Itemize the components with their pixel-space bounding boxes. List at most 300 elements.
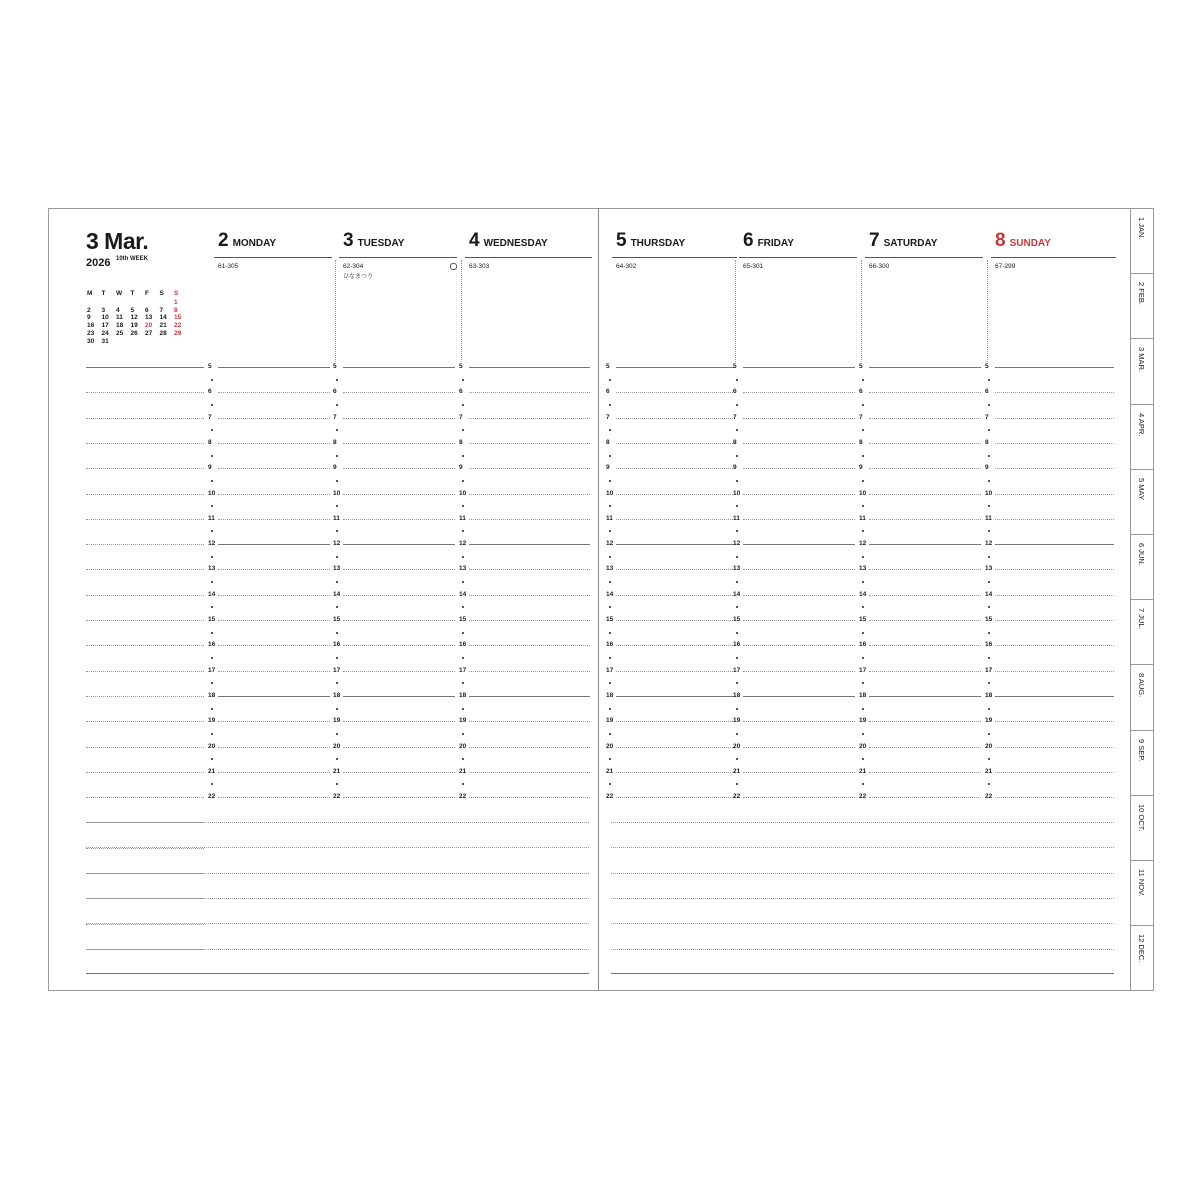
hour-label: 15 (208, 616, 216, 623)
half-hour-dot (211, 379, 213, 381)
hour-label: 17 (985, 666, 993, 674)
hour-dotted-line (743, 671, 855, 672)
year-label: 2026 (86, 257, 111, 269)
hour-dotted-line (995, 645, 1114, 646)
mini-cal-day: 8 (174, 306, 178, 314)
header-underline (465, 257, 592, 258)
hour-label: 5 (859, 363, 863, 370)
half-hour-dot (988, 556, 990, 558)
day-name: SATURDAY (883, 238, 938, 249)
hour-dotted-line (469, 443, 590, 444)
hour-label: 16 (333, 641, 341, 649)
mini-cal-weekday: T (130, 290, 135, 297)
hour-label: 13 (333, 565, 341, 573)
mini-cal-day: 7 (159, 306, 164, 314)
hour-label: 7 (985, 413, 989, 421)
notes-dotted-line (611, 949, 1114, 950)
notes-dotted-line (86, 392, 204, 393)
hour-dotted-line (743, 494, 855, 495)
hour-dotted-line (469, 797, 590, 798)
hour-dotted-line (343, 595, 455, 596)
day-header (995, 230, 1051, 252)
hour-label: 14 (859, 590, 867, 598)
hour-label: 22 (985, 793, 993, 801)
hour-line (616, 367, 735, 368)
page-spine (598, 208, 599, 991)
notes-dotted-line (86, 923, 589, 924)
half-hour-dot (609, 632, 611, 634)
mini-cal-weekday: S (159, 290, 164, 297)
hour-label: 16 (459, 641, 467, 649)
notes-dotted-line (86, 873, 589, 874)
half-hour-dot (736, 632, 738, 634)
hour-dotted-line (995, 620, 1114, 621)
notes-dotted-line (86, 645, 204, 646)
day-code: 62-304 (343, 263, 364, 270)
hour-dotted-line (218, 620, 330, 621)
mini-cal-day: 17 (101, 322, 109, 330)
hour-label: 21 (985, 767, 993, 775)
hour-label: 21 (733, 767, 741, 775)
half-hour-dot (988, 733, 990, 735)
month-tab[interactable] (1130, 860, 1154, 925)
half-hour-dot (862, 455, 864, 457)
hour-dotted-line (616, 747, 735, 748)
month-tab-label: 3 MAR. (1137, 347, 1146, 373)
month-tab-label: 5 MAY (1137, 477, 1146, 500)
hour-dotted-line (616, 418, 735, 419)
mini-cal-day: 24 (101, 330, 109, 337)
mini-cal-day: 4 (116, 306, 120, 314)
month-tab[interactable] (1130, 925, 1154, 990)
hour-label: 19 (459, 717, 467, 725)
hour-dotted-line (743, 468, 855, 469)
half-hour-dot (336, 556, 338, 558)
hour-label: 20 (333, 742, 341, 750)
hour-label: 13 (208, 565, 216, 573)
hour-label: 20 (733, 742, 741, 750)
hour-dotted-line (469, 468, 590, 469)
hour-dotted-line (343, 418, 455, 419)
half-hour-dot (609, 480, 611, 482)
hour-line (995, 696, 1114, 697)
hour-dotted-line (343, 519, 455, 520)
hour-dotted-line (869, 595, 981, 596)
hour-dotted-line (218, 443, 330, 444)
hour-label: 12 (459, 540, 467, 548)
bottom-rule (611, 973, 1114, 974)
hour-label: 17 (733, 666, 741, 674)
hour-dotted-line (469, 494, 590, 495)
hour-label: 16 (985, 641, 993, 649)
notes-dotted-line (86, 620, 204, 621)
hour-label: 16 (208, 641, 216, 649)
hour-label: 12 (606, 540, 614, 548)
hour-line (869, 696, 981, 697)
mini-cal-day: 6 (145, 306, 149, 314)
hour-dotted-line (743, 747, 855, 748)
notes-line (86, 367, 204, 368)
hour-label: 9 (733, 464, 737, 472)
month-tab[interactable] (1130, 599, 1154, 664)
header-underline (339, 257, 457, 258)
notes-dotted-line (86, 847, 589, 848)
month-tab[interactable] (1130, 469, 1154, 534)
hour-line (218, 696, 330, 697)
hour-label: 20 (859, 742, 867, 750)
month-tab[interactable] (1130, 208, 1154, 273)
hour-label: 11 (733, 514, 740, 522)
half-hour-dot (336, 455, 338, 457)
hour-label: 17 (333, 666, 341, 674)
hour-label: 5 (333, 363, 337, 370)
hour-dotted-line (343, 671, 455, 672)
hour-dotted-line (995, 772, 1114, 773)
half-hour-dot (462, 404, 464, 406)
hour-dotted-line (743, 721, 855, 722)
column-divider (735, 260, 736, 362)
half-hour-dot (862, 657, 864, 659)
hour-label: 12 (333, 540, 341, 548)
mini-cal-weekday: T (101, 290, 106, 297)
hour-label: 7 (606, 413, 610, 421)
hour-dotted-line (616, 620, 735, 621)
hour-label: 6 (733, 388, 737, 396)
half-hour-dot (988, 455, 990, 457)
half-hour-dot (862, 708, 864, 710)
hour-label: 15 (333, 616, 341, 623)
hour-label: 7 (459, 413, 463, 421)
hour-line (469, 367, 590, 368)
mini-cal-day: 14 (159, 314, 167, 322)
hour-dotted-line (469, 671, 590, 672)
half-hour-dot (988, 657, 990, 659)
mini-cal-day: 9 (87, 314, 91, 322)
notes-dotted-line (86, 696, 204, 697)
half-hour-dot (736, 379, 738, 381)
hour-label: 10 (333, 489, 341, 497)
day-name: MONDAY (232, 238, 277, 249)
hour-label: 18 (333, 691, 341, 699)
half-hour-dot (211, 404, 213, 406)
month-tab-label: 1 JAN. (1137, 217, 1146, 240)
hour-label: 10 (208, 489, 216, 497)
hour-label: 9 (333, 464, 337, 472)
month-tab[interactable] (1130, 273, 1154, 338)
hour-label: 5 (606, 363, 610, 370)
half-hour-dot (211, 632, 213, 634)
notes-dotted-line (86, 519, 204, 520)
hour-label: 6 (459, 388, 463, 396)
hour-line (343, 696, 455, 697)
hour-label: 18 (208, 691, 216, 699)
hour-dotted-line (616, 468, 735, 469)
hour-label: 21 (859, 767, 867, 775)
hour-label: 5 (733, 363, 737, 370)
day-name: WEDNESDAY (483, 238, 548, 249)
day-header (343, 230, 404, 252)
day-code: 66-300 (869, 263, 890, 270)
hour-label: 15 (459, 616, 467, 623)
hour-label: 21 (606, 767, 614, 775)
mini-cal-day: 13 (145, 314, 153, 322)
hour-dotted-line (469, 418, 590, 419)
hour-label: 8 (859, 438, 863, 446)
hour-dotted-line (616, 797, 735, 798)
half-hour-dot (609, 657, 611, 659)
month-tab[interactable] (1130, 664, 1154, 729)
hour-label: 19 (733, 717, 741, 725)
hour-line (616, 544, 735, 545)
hour-label: 13 (459, 565, 467, 573)
hour-label: 19 (985, 717, 993, 725)
hour-label: 13 (985, 565, 993, 573)
hour-label: 17 (208, 666, 216, 674)
hour-dotted-line (743, 645, 855, 646)
hour-label: 6 (333, 388, 337, 396)
hour-label: 13 (733, 565, 741, 573)
hour-label: 15 (606, 616, 614, 623)
hour-label: 9 (208, 464, 212, 472)
hour-dotted-line (343, 721, 455, 722)
month-tab-label: 2 FEB. (1137, 282, 1146, 306)
notes-dotted-line (86, 418, 204, 419)
hour-label: 21 (333, 767, 341, 775)
hour-dotted-line (616, 671, 735, 672)
half-hour-dot (609, 556, 611, 558)
day-code: 65-301 (743, 263, 764, 270)
day-header (218, 230, 276, 252)
hour-dotted-line (995, 443, 1114, 444)
half-hour-dot (211, 455, 213, 457)
notes-dotted-line (611, 898, 1114, 899)
column-divider (461, 260, 462, 362)
notes-dotted-line (86, 671, 204, 672)
column-divider (335, 260, 336, 362)
month-tab-label: 6 JUN. (1137, 543, 1146, 566)
hour-label: 14 (459, 590, 467, 598)
hour-dotted-line (616, 443, 735, 444)
hour-dotted-line (743, 569, 855, 570)
notes-dotted-line (611, 923, 1114, 924)
hour-dotted-line (218, 519, 330, 520)
hour-dotted-line (218, 418, 330, 419)
hour-label: 19 (859, 717, 867, 725)
hour-label: 9 (859, 464, 863, 472)
hour-dotted-line (343, 620, 455, 621)
hour-dotted-line (343, 443, 455, 444)
mini-cal-day: 5 (130, 306, 135, 314)
day-number: 5 (616, 230, 627, 251)
hour-label: 6 (985, 388, 989, 396)
month-tab[interactable] (1130, 404, 1154, 469)
month-tab[interactable] (1130, 534, 1154, 599)
hour-label: 16 (733, 641, 741, 649)
hour-dotted-line (616, 392, 735, 393)
hour-label: 11 (606, 514, 613, 522)
half-hour-dot (862, 632, 864, 634)
mini-cal-weekday: F (145, 290, 149, 297)
notes-dotted-line (86, 569, 204, 570)
hour-label: 20 (985, 742, 993, 750)
half-hour-dot (988, 379, 990, 381)
hour-dotted-line (616, 645, 735, 646)
hour-dotted-line (995, 519, 1114, 520)
hour-dotted-line (343, 392, 455, 393)
hour-label: 10 (606, 489, 614, 497)
month-tab-label: 7 JUL. (1137, 608, 1146, 630)
header-underline (865, 257, 983, 258)
bottom-rule (86, 973, 589, 974)
half-hour-dot (736, 733, 738, 735)
hour-label: 7 (733, 413, 737, 421)
hour-line (869, 367, 981, 368)
day-number: 6 (743, 230, 754, 251)
mini-cal-day: 15 (174, 314, 182, 322)
hour-line (343, 544, 455, 545)
month-tab[interactable] (1130, 795, 1154, 860)
header-underline (612, 257, 737, 258)
hour-label: 16 (606, 641, 614, 649)
hour-dotted-line (218, 772, 330, 773)
hour-dotted-line (343, 468, 455, 469)
half-hour-dot (336, 708, 338, 710)
half-hour-dot (462, 657, 464, 659)
hour-dotted-line (218, 468, 330, 469)
hour-dotted-line (743, 797, 855, 798)
hour-label: 15 (733, 616, 741, 623)
notes-dotted-line (86, 443, 204, 444)
day-number: 2 (218, 230, 229, 251)
month-tab[interactable] (1130, 338, 1154, 403)
hour-label: 22 (208, 793, 216, 801)
hour-dotted-line (343, 772, 455, 773)
day-name: THURSDAY (630, 238, 686, 249)
hour-dotted-line (469, 595, 590, 596)
hour-label: 12 (208, 540, 216, 548)
hour-line (343, 367, 455, 368)
notes-dotted-line (86, 544, 204, 545)
header-underline (739, 257, 857, 258)
day-code: 67-299 (995, 263, 1016, 270)
mini-cal-day: 31 (101, 337, 109, 345)
hour-label: 14 (208, 590, 216, 598)
hour-line (743, 544, 855, 545)
hour-line (995, 367, 1114, 368)
hour-dotted-line (469, 747, 590, 748)
hour-dotted-line (218, 645, 330, 646)
mini-cal-day: 18 (116, 322, 124, 330)
half-hour-dot (609, 379, 611, 381)
hour-label: 19 (333, 717, 341, 725)
mini-cal-day: 3 (101, 306, 106, 314)
month-tab-label: 10 OCT. (1137, 803, 1146, 832)
hour-dotted-line (469, 620, 590, 621)
holiday-name: ひなまつり (343, 274, 374, 280)
hour-label: 18 (985, 691, 993, 699)
half-hour-dot (211, 657, 213, 659)
half-hour-dot (462, 480, 464, 482)
notes-dotted-line (86, 595, 204, 596)
half-hour-dot (462, 632, 464, 634)
mini-cal-day: 12 (130, 314, 138, 322)
notes-dotted-line (86, 797, 204, 798)
half-hour-dot (336, 657, 338, 659)
month-tab[interactable] (1130, 730, 1154, 795)
hour-label: 13 (859, 565, 867, 573)
mini-cal-day: 21 (159, 322, 167, 330)
hour-dotted-line (995, 797, 1114, 798)
hour-dotted-line (343, 645, 455, 646)
half-hour-dot (862, 480, 864, 482)
hour-dotted-line (616, 519, 735, 520)
memo-circle-icon (450, 263, 457, 270)
mini-cal-day: 23 (87, 330, 95, 337)
day-name: TUESDAY (357, 238, 405, 249)
hour-dotted-line (743, 519, 855, 520)
week-label: 10th WEEK (116, 256, 149, 262)
hour-label: 21 (459, 767, 467, 775)
hour-dotted-line (869, 671, 981, 672)
hour-label: 8 (733, 438, 737, 446)
hour-dotted-line (995, 494, 1114, 495)
hour-dotted-line (869, 392, 981, 393)
hour-label: 15 (859, 616, 867, 623)
half-hour-dot (736, 455, 738, 457)
hour-label: 20 (208, 742, 216, 750)
half-hour-dot (462, 455, 464, 457)
hour-label: 10 (985, 489, 993, 497)
half-hour-dot (462, 556, 464, 558)
hour-label: 14 (733, 590, 741, 598)
notes-dotted-line (611, 873, 1114, 874)
hour-dotted-line (469, 645, 590, 646)
hour-label: 10 (859, 489, 867, 497)
half-hour-dot (211, 733, 213, 735)
hour-label: 21 (208, 767, 216, 775)
hour-label: 16 (859, 641, 867, 649)
notes-dotted-line (86, 822, 589, 823)
hour-line (616, 696, 735, 697)
hour-label: 19 (208, 717, 216, 725)
notes-dotted-line (86, 494, 204, 495)
hour-label: 11 (459, 514, 466, 522)
hour-dotted-line (869, 645, 981, 646)
hour-label: 22 (733, 793, 741, 801)
half-hour-dot (736, 480, 738, 482)
half-hour-dot (862, 404, 864, 406)
mini-cal-day: 19 (130, 322, 138, 330)
hour-label: 9 (606, 464, 610, 472)
hour-dotted-line (869, 443, 981, 444)
mini-cal-day: 1 (174, 298, 178, 306)
hour-dotted-line (469, 721, 590, 722)
column-divider (987, 260, 988, 362)
hour-dotted-line (743, 595, 855, 596)
hour-dotted-line (218, 797, 330, 798)
hour-label: 18 (859, 691, 867, 699)
half-hour-dot (462, 733, 464, 735)
hour-dotted-line (218, 392, 330, 393)
hour-dotted-line (995, 721, 1114, 722)
hour-label: 11 (985, 514, 992, 522)
hour-label: 7 (859, 413, 863, 421)
hour-line (218, 544, 330, 545)
hour-label: 22 (606, 793, 614, 801)
hour-dotted-line (343, 797, 455, 798)
mini-cal-weekday: S (174, 290, 179, 297)
hour-label: 8 (333, 438, 337, 446)
